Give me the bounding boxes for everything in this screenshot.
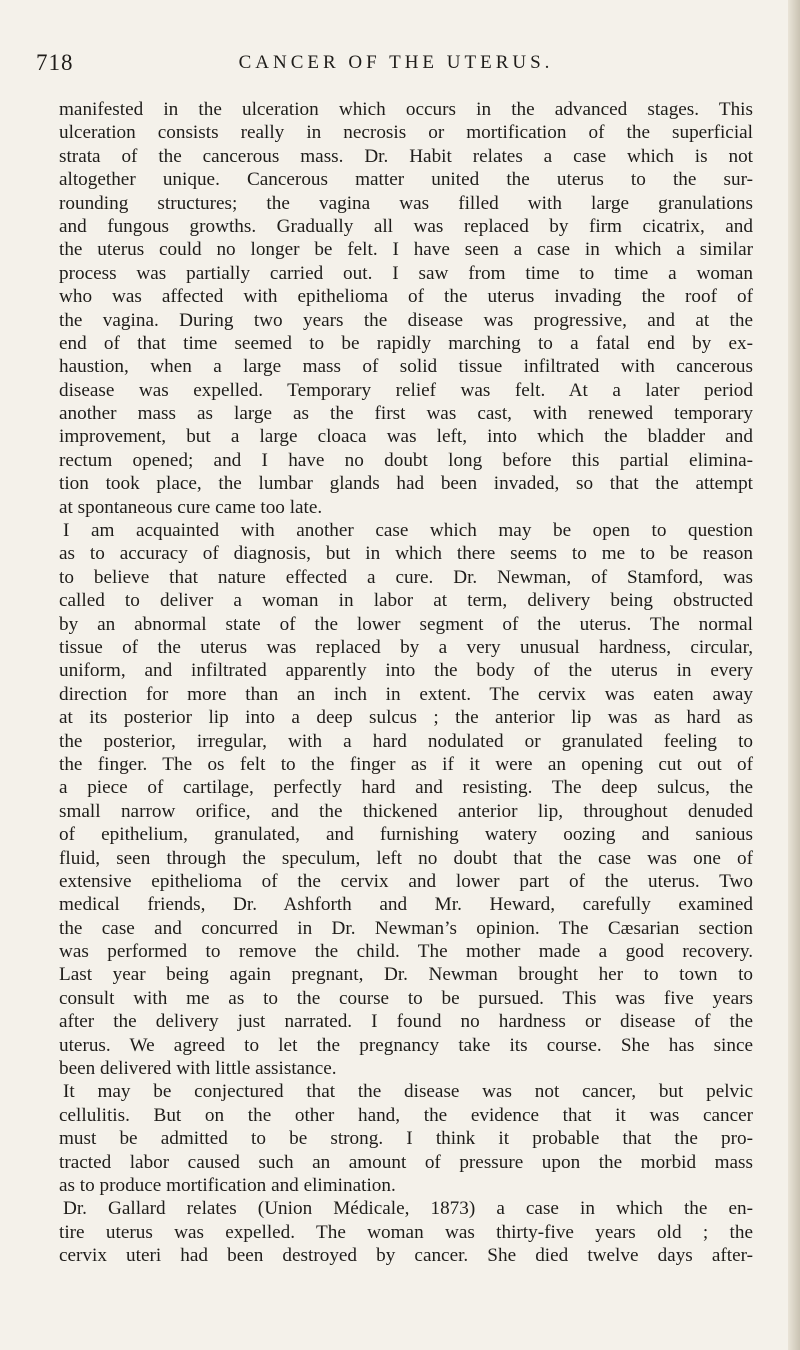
text-line: a piece of cartilage, perfectly hard and resisting. The deep sulcus, the — [59, 777, 753, 799]
text-line: direction for more than an inch in extent. The cervix was eaten away — [59, 683, 753, 705]
text-line: as to produce mortification and elimination. — [59, 1174, 396, 1196]
text-line: by an abnormal state of the lower segment of the uterus. The normal — [59, 613, 753, 635]
text-line: tissue of the uterus was replaced by a very unusual hardness, circular, — [59, 636, 753, 658]
text-line: the finger. The os felt to the finger as if it were an opening cut out of — [59, 753, 753, 775]
text-line: disease was expelled. Temporary relief was felt. At a later period — [59, 379, 753, 401]
text-line: tion took place, the lumbar glands had been invaded, so that the attempt — [59, 473, 753, 495]
text-line: haustion, when a large mass of solid tissue infiltrated with cancerous — [59, 356, 753, 378]
text-line: as to accuracy of diagnosis, but in which there seems to me to be reason — [59, 543, 753, 565]
text-line: to believe that nature effected a cure. Dr. Newman, of Stamford, was — [59, 566, 753, 588]
page-edge — [788, 0, 800, 1350]
page-header — [36, 50, 756, 80]
text-line: small narrow orifice, and the thickened anterior lip, throughout denuded — [59, 800, 753, 822]
page-number: 718 — [36, 50, 74, 75]
text-line: improvement, but a large cloaca was left, into which the bladder and — [59, 426, 753, 448]
text-line: fluid, seen through the speculum, left no doubt that the case was one of — [59, 847, 753, 869]
text-line: Last year being again pregnant, Dr. Newman brought her to town to — [59, 964, 753, 986]
text-line: tracted labor caused such an amount of pressure upon the morbid mass — [59, 1151, 753, 1173]
text-line: must be admitted to be strong. I think it probable that the pro- — [59, 1128, 753, 1150]
text-line: the case and concurred in Dr. Newman’s opinion. The Cæsarian section — [59, 917, 753, 939]
text-line: rectum opened; and I have no doubt long before this partial elimina- — [59, 449, 753, 471]
text-line: who was affected with epithelioma of the uterus invading the roof of — [59, 286, 753, 308]
text-line: and fungous growths. Gradually all was replaced by firm cicatrix, and — [59, 215, 753, 237]
text-line: consult with me as to the course to be pursued. This was five years — [59, 987, 753, 1009]
text-line: called to deliver a woman in labor at term, delivery being obstructed — [59, 590, 753, 612]
text-line: the posterior, irregular, with a hard nodulated or granulated feeling to — [59, 730, 753, 752]
text-line: another mass as large as the first was cast, with renewed temporary — [59, 403, 753, 425]
text-line: extensive epithelioma of the cervix and lower part of the uterus. Two — [59, 870, 753, 892]
text-line: uniform, and infiltrated apparently into the body of the uterus in every — [59, 660, 753, 682]
text-line: been delivered with little assistance. — [59, 1058, 337, 1080]
text-line: I am acquainted with another case which may be open to question — [63, 520, 753, 542]
text-line: altogether unique. Cancerous matter united the uterus to the sur- — [59, 169, 753, 191]
text-line: Dr. Gallard relates (Union Médicale, 1873) a case in which the en- — [63, 1198, 753, 1220]
text-line: after the delivery just narrated. I found no hardness or disease of the — [59, 1011, 753, 1033]
text-line: strata of the cancerous mass. Dr. Habit relates a case which is not — [59, 145, 753, 167]
text-line: the uterus could no longer be felt. I have seen a case in which a similar — [59, 239, 753, 261]
text-line: cervix uteri had been destroyed by cancer. She died twelve days after- — [59, 1245, 753, 1267]
text-line: rounding structures; the vagina was filled with large granulations — [59, 192, 753, 214]
text-line: uterus. We agreed to let the pregnancy take its course. She has since — [59, 1034, 753, 1056]
running-head: CANCER OF THE UTERUS. — [238, 52, 554, 73]
text-line: end of that time seemed to be rapidly marching to a fatal end by ex- — [59, 332, 753, 354]
text-line: of epithelium, granulated, and furnishing watery oozing and sanious — [59, 824, 753, 846]
text-line: It may be conjectured that the disease was not cancer, but pelvic — [63, 1081, 753, 1103]
text-line: medical friends, Dr. Ashforth and Mr. Heward, carefully examined — [59, 894, 753, 916]
text-line: at spontaneous cure came too late. — [59, 496, 323, 518]
text-line: manifested in the ulceration which occurs in the advanced stages. This — [59, 99, 753, 120]
text-line: process was partially carried out. I saw from time to time a woman — [59, 262, 753, 284]
text-line: tire uterus was expelled. The woman was thirty-five years old ; the — [59, 1221, 753, 1243]
text-line: at its posterior lip into a deep sulcus ; the anterior lip was as hard as — [59, 707, 753, 729]
text-line: the vagina. During two years the disease was progressive, and at the — [59, 309, 753, 331]
body-text — [59, 98, 753, 1268]
text-line: cellulitis. But on the other hand, the evidence that it was cancer — [59, 1104, 753, 1126]
text-line: was performed to remove the child. The mother made a good recovery. — [59, 941, 753, 963]
text-line: ulceration consists really in necrosis or mortification of the superficial — [59, 122, 753, 144]
